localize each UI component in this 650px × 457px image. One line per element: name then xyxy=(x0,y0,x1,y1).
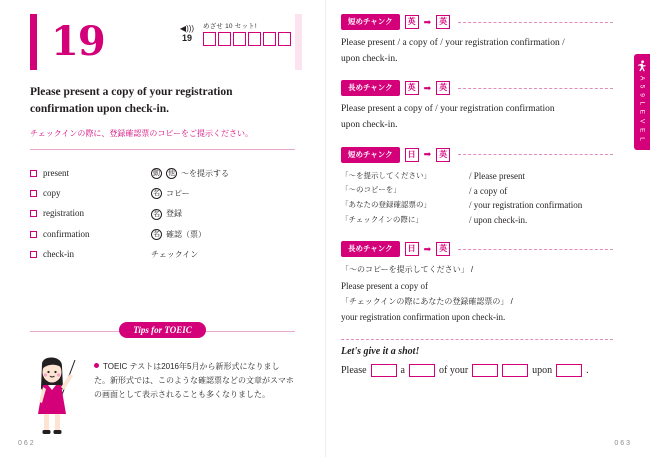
chunk-tag: 長めチャンク xyxy=(341,80,400,96)
vocab-word: check-in xyxy=(43,249,74,260)
shot-title: Let's give it a shot! xyxy=(341,345,420,357)
vocab-meaning xyxy=(151,168,229,179)
chunk-line: upon check-in. xyxy=(341,53,398,64)
vocab-checkbox[interactable] xyxy=(30,251,37,258)
section-header-long-jp xyxy=(341,241,613,257)
divider xyxy=(458,249,613,250)
jp-chunk: 「～のコピーを提示してください」 xyxy=(341,265,469,275)
part-of-speech-badge: 動 xyxy=(153,170,160,178)
vocab-meaning xyxy=(151,249,198,260)
teacher-character-icon xyxy=(30,352,86,438)
mascot-illustration xyxy=(30,352,86,438)
chunk-tag: 長めチャンク xyxy=(341,241,400,257)
part-of-speech-badge-2: 他 xyxy=(168,170,175,178)
right-page xyxy=(325,0,650,457)
chunk-body-short-jp xyxy=(341,169,613,228)
unit-header xyxy=(30,14,295,70)
practice-checkbox[interactable] xyxy=(263,32,276,46)
blank-field[interactable] xyxy=(472,364,498,377)
en-chunk-text: upon check-in. xyxy=(473,215,528,226)
arrow-right-icon: ➡ xyxy=(423,149,432,160)
vocab-meaning xyxy=(151,208,182,219)
track-number: 19 xyxy=(181,33,192,44)
jp-chunk: 「チェックインの際に」 xyxy=(341,214,423,224)
practice-checkbox[interactable] xyxy=(203,32,216,46)
vocab-meaning xyxy=(151,188,190,199)
section-header-short-jp xyxy=(341,147,613,163)
slash-marker: / xyxy=(470,265,474,275)
chunk-tag: 短めチャンク xyxy=(341,147,400,163)
slash-marker: / xyxy=(469,200,472,211)
arrow-right-icon: ➡ xyxy=(423,243,432,254)
section-header-short-en xyxy=(341,14,613,30)
divider xyxy=(30,149,295,150)
arrow-right-icon: ➡ xyxy=(423,16,432,27)
vocab-meaning-text: 確認（票） xyxy=(166,229,206,239)
page-number-left: 062 xyxy=(18,440,36,447)
target-sentence-japanese: チェックインの際に、登録確認票のコピーをご提示ください。 xyxy=(30,128,254,138)
practice-checkbox[interactable] xyxy=(218,32,231,46)
blank-field[interactable] xyxy=(409,364,435,377)
vocab-meaning-text: ～を提示する xyxy=(181,168,229,178)
vocab-word: present xyxy=(43,167,69,178)
bullet-icon xyxy=(94,363,99,368)
practice-checkbox[interactable] xyxy=(248,32,261,46)
tips-body xyxy=(30,352,295,438)
en-chunk-text: your registration confirmation xyxy=(473,200,583,211)
jp-chunk: 「チェックインの際にあなたの登録確認票の」 xyxy=(341,296,509,306)
list-item xyxy=(30,188,295,199)
chunk-line: upon check-in. xyxy=(341,120,398,131)
list-item xyxy=(30,168,295,179)
part-of-speech-badge: 名 xyxy=(153,190,160,198)
blank-field[interactable] xyxy=(556,364,582,377)
list-item xyxy=(30,208,295,219)
slash-marker: / xyxy=(510,296,513,306)
shot-text: a xyxy=(400,364,405,376)
chunk-line: Please present / a copy of / your registration confirmation / xyxy=(341,38,565,48)
practice-checkbox[interactable] xyxy=(233,32,246,46)
level-side-tab[interactable] xyxy=(634,54,650,150)
tips-title: Tips for TOEIC xyxy=(119,322,206,338)
vocab-checkbox[interactable] xyxy=(30,231,37,238)
tips-header xyxy=(30,320,295,342)
right-content xyxy=(341,14,613,377)
target-sentence-english: Please present a copy of your registration confirmation upon check-in. xyxy=(30,86,233,116)
blank-field[interactable] xyxy=(371,364,397,377)
chunk-body-short-en xyxy=(341,36,613,67)
lang-from-box: 日 xyxy=(405,242,419,256)
en-chunk xyxy=(469,184,613,199)
vocab-word: registration xyxy=(43,208,84,219)
vocab-word: copy xyxy=(43,188,61,199)
tips-text: TOEIC テストは2016年5月から新形式になりました。新形式では、このような確認票などの文章がスマホの画面として表示されることも多くなりました。 xyxy=(94,362,294,399)
en-chunk xyxy=(469,169,613,184)
level-tab-label: A 5 9 L E V E L xyxy=(638,76,646,143)
japanese-column xyxy=(341,169,463,228)
blank-field[interactable] xyxy=(502,364,528,377)
list-item xyxy=(30,229,295,240)
mixed-line: your registration confirmation upon check-in. xyxy=(341,312,506,323)
divider xyxy=(341,339,613,340)
chunk-line: Please present a copy of / your registration confirmation xyxy=(341,104,555,115)
runner-icon xyxy=(637,60,647,72)
shot-text: Please xyxy=(341,364,367,376)
shot-header xyxy=(341,339,613,340)
unit-number: 19 xyxy=(51,18,105,65)
vocabulary-list xyxy=(30,168,295,261)
left-content xyxy=(30,14,295,269)
vocab-checkbox[interactable] xyxy=(30,190,37,197)
lang-to-box: 英 xyxy=(436,15,450,29)
lang-from-box: 英 xyxy=(405,15,419,29)
slash-marker: / xyxy=(469,215,472,226)
divider xyxy=(458,154,613,155)
mixed-line xyxy=(341,295,613,310)
practice-checkbox[interactable] xyxy=(278,32,291,46)
vocab-meaning-text: チェックイン xyxy=(151,250,199,260)
list-item xyxy=(30,249,295,260)
divider xyxy=(458,22,613,23)
lang-to-box: 英 xyxy=(436,81,450,95)
jp-chunk: 「～を提示してください」 xyxy=(341,170,431,180)
part-of-speech-badge: 名 xyxy=(153,231,160,239)
vocab-meaning-text: コピー xyxy=(166,189,190,199)
tips-section xyxy=(30,320,295,438)
lang-from-box: 英 xyxy=(405,81,419,95)
lang-from-box: 日 xyxy=(405,148,419,162)
speaker-icon: ◀))) xyxy=(179,24,195,33)
vocab-word: confirmation xyxy=(43,228,90,239)
tips-text-block xyxy=(94,352,295,438)
lang-to-box: 英 xyxy=(436,148,450,162)
page-number-right: 063 xyxy=(614,440,632,447)
target-sentence-block xyxy=(30,84,295,139)
slash-marker: / xyxy=(469,185,472,196)
chunk-body-long-en xyxy=(341,102,613,133)
vocab-checkbox[interactable] xyxy=(30,170,37,177)
en-chunk-text: Please present xyxy=(473,170,525,181)
jp-chunk: 「～のコピーを」 xyxy=(341,185,401,195)
part-of-speech-badge: 名 xyxy=(153,210,160,218)
en-chunk-text: a copy of xyxy=(473,185,508,196)
en-chunk xyxy=(469,198,613,213)
shot-text: . xyxy=(586,364,589,376)
audio-track xyxy=(175,24,199,44)
chunk-tag: 短めチャンク xyxy=(341,14,400,30)
mixed-line xyxy=(341,263,613,278)
vocab-meaning xyxy=(151,229,206,240)
arrow-right-icon: ➡ xyxy=(423,82,432,93)
english-column xyxy=(469,169,613,228)
practice-target-label: めざせ 10 セット! xyxy=(203,23,257,30)
slash-marker: / xyxy=(469,170,472,181)
divider xyxy=(458,88,613,89)
vocab-checkbox[interactable] xyxy=(30,210,37,217)
chunk-body-long-jp xyxy=(341,263,613,326)
practice-checkbox-row xyxy=(203,32,295,46)
jp-chunk: 「あなたの登録確認票の」 xyxy=(341,199,431,209)
shot-text: upon xyxy=(532,364,553,376)
section-header-long-en xyxy=(341,80,613,96)
shot-text: of your xyxy=(439,364,469,376)
mixed-line: Please present a copy of xyxy=(341,280,428,291)
fill-in-the-blank-line xyxy=(341,364,613,377)
practice-target xyxy=(203,21,295,46)
lang-to-box: 英 xyxy=(436,242,450,256)
en-chunk xyxy=(469,213,613,228)
vocab-meaning-text: 登録 xyxy=(166,209,182,219)
